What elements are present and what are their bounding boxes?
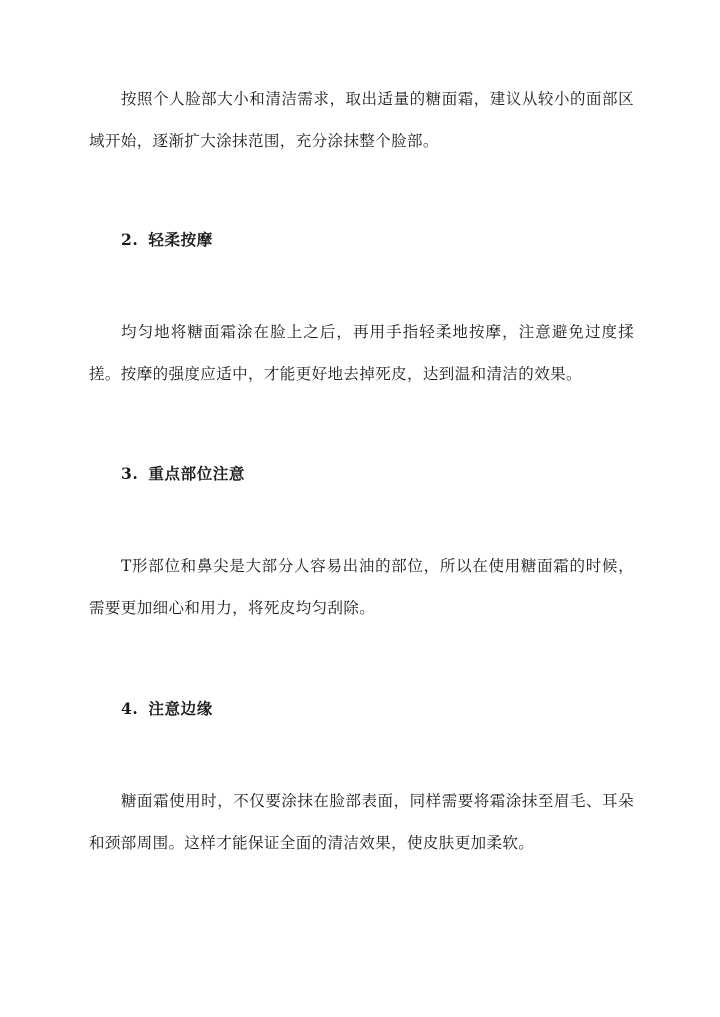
section-number: 4.	[121, 699, 139, 718]
section-title: 轻柔按摩	[148, 230, 213, 249]
section-number: 2.	[121, 230, 139, 249]
section-4-paragraph: 糖面霜使用时，不仅要涂抹在脸部表面，同样需要将霜涂抹至眉毛、耳朵和颈部周围。这样才能保证全面的清洁效果，使皮肤更加柔软。	[89, 792, 634, 852]
section-heading-4	[121, 699, 213, 719]
section-3-paragraph: T形部位和鼻尖是大部分人容易出油的部位，所以在使用糖面霜的时候，需要更加细心和用力，将死皮均匀刮除。	[89, 557, 634, 617]
section-title: 重点部位注意	[148, 464, 245, 483]
intro-paragraph: 按照个人脸部大小和清洁需求，取出适量的糖面霜，建议从较小的面部区域开始，逐渐扩大涂抹范围，充分涂抹整个脸部。	[89, 90, 634, 150]
section-2-paragraph: 均匀地将糖面霜涂在脸上之后，再用手指轻柔地按摩，注意避免过度揉搓。按摩的强度应适中，才能更好地去掉死皮，达到温和清洁的效果。	[89, 323, 634, 383]
section-heading-2	[121, 230, 213, 250]
section-number: 3.	[121, 464, 139, 483]
section-heading-3	[121, 464, 245, 484]
section-title: 注意边缘	[148, 699, 213, 718]
